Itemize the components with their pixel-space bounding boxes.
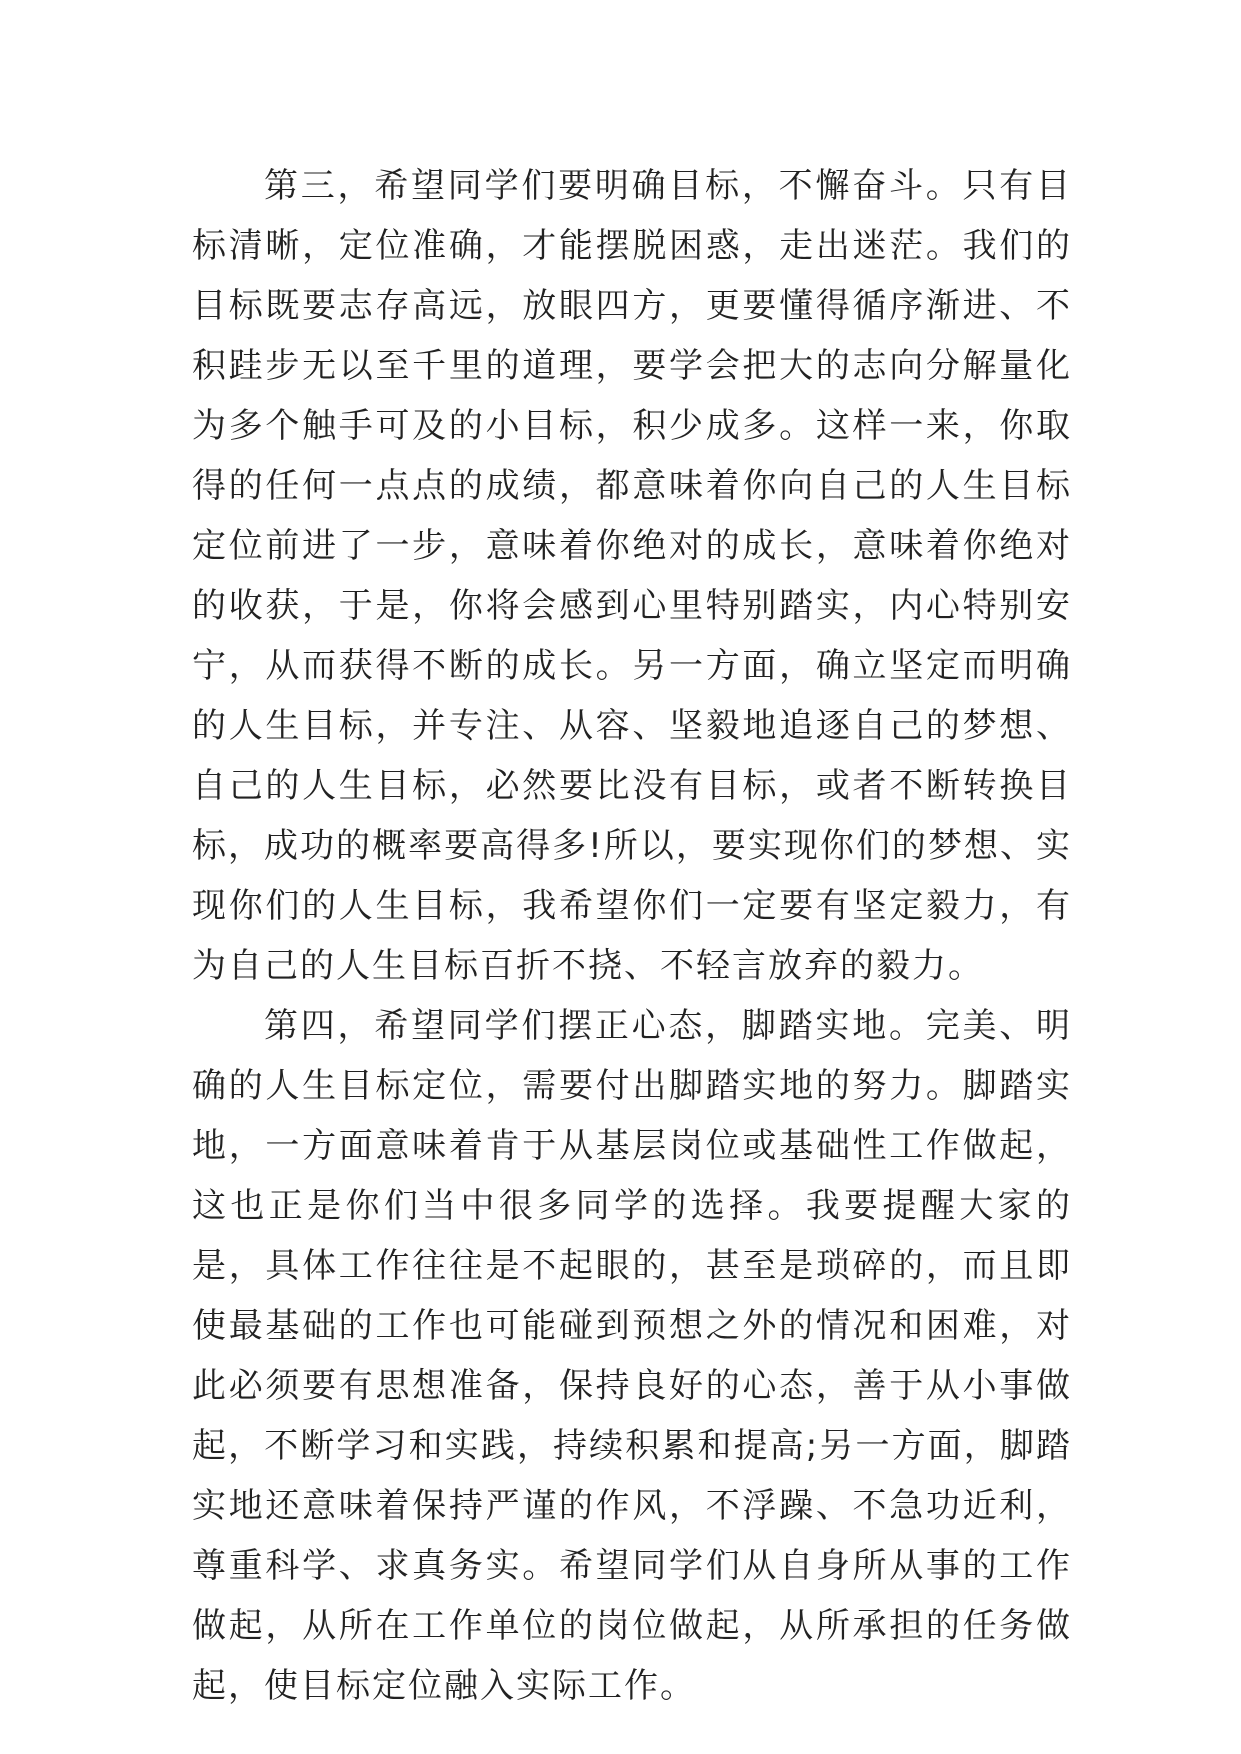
paragraph-fourth: 第四，希望同学们摆正心态，脚踏实地。完美、明确的人生目标定位，需要付出脚踏实地的努力。脚踏实地，一方面意味着肯于从基层岗位或基础性工作做起，这也正是你们当中很多同学的选择。我要提醒大家的是，具体工作往往是不起眼的，甚至是琐碎的，而且即使最基础的工作也可能碰到预想之外的情况和困难，对此必须要有思想准备，保持良好的心态，善于从小事做起，不断学习和实践，持续积累和提高;另一方面，脚踏实地还意味着保持严谨的作风，不浮躁、不急功近利，尊重科学、求真务实。希望同学们从自身所从事的工作做起，从所在工作单位的岗位做起，从所承担的任务做起，使目标定位融入实际工作。 <box>192 1006 1072 1706</box>
paragraph-third: 第三，希望同学们要明确目标，不懈奋斗。只有目标清晰，定位准确，才能摆脱困惑，走出迷茫。我们的目标既要志存高远，放眼四方，更要懂得循序渐进、不积跬步无以至千里的道理，要学会把大的志向分解量化为多个触手可及的小目标，积少成多。这样一来，你取得的任何一点点的成绩，都意味着你向自己的人生目标定位前进了一步，意味着你绝对的成长，意味着你绝对的收获，于是，你将会感到心里特别踏实，内心特别安宁，从而获得不断的成长。另一方面，确立坚定而明确的人生目标，并专注、从容、坚毅地追逐自己的梦想、自己的人生目标，必然要比没有目标，或者不断转换目标，成功的概率要高得多!所以，要实现你们的梦想、实现你们的人生目标，我希望你们一定要有坚定毅力，有为自己的人生目标百折不挠、不轻言放弃的毅力。 <box>192 166 1072 986</box>
document-body <box>192 156 1072 1716</box>
